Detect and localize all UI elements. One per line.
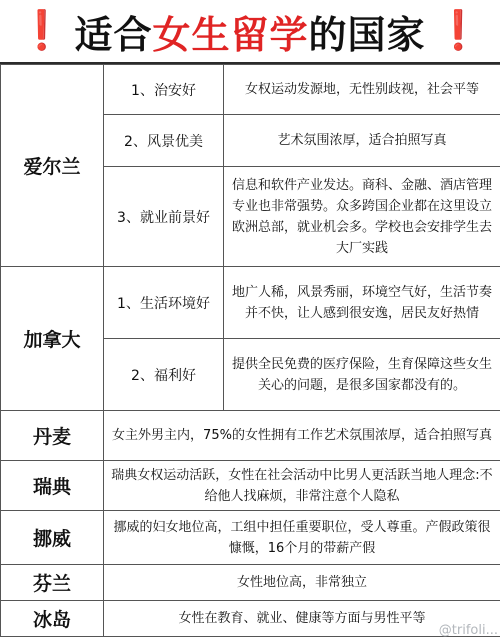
desc-cell: 提供全民免费的医疗保险，生育保障这些女生关心的问题，是很多国家都没有的。: [224, 339, 500, 411]
table-row: [1, 601, 500, 637]
exclamation-icon-right: ❗: [434, 8, 482, 52]
desc-cell: 挪威的妇女地位高，工组中担任重要职位，受人尊重。产假政策很慷慨，16个月的带薪产假: [104, 511, 500, 565]
reason-cell: 1、生活环境好: [104, 267, 224, 339]
country-finland: 芬兰: [1, 565, 104, 601]
reason-cell: 3、就业前景好: [104, 167, 224, 267]
title-bar: [0, 0, 500, 64]
page-title: [74, 4, 425, 59]
reason-cell: 2、风景优美: [104, 115, 224, 167]
country-canada: 加拿大: [1, 267, 104, 411]
country-table: [0, 64, 500, 637]
desc-cell: 地广人稀，风景秀丽，环境空气好，生活节奏并不快，让人感到很安逸，居民友好热情: [224, 267, 500, 339]
watermark: @trifoli...: [438, 623, 498, 638]
reason-cell: 2、福利好: [104, 339, 224, 411]
country-denmark: 丹麦: [1, 411, 104, 461]
country-iceland: 冰岛: [1, 601, 104, 637]
desc-cell: 瑞典女权运动活跃，女性在社会活动中比男人更活跃当地人理念:不给他人找麻烦，非常注意个人隐私: [104, 461, 500, 511]
country-norway: 挪威: [1, 511, 104, 565]
table-row: [1, 411, 500, 461]
table-row: [1, 461, 500, 511]
desc-cell: 女性在教育、就业、健康等方面与男性平等: [104, 601, 500, 637]
exclamation-icon-left: ❗: [18, 8, 66, 52]
desc-cell: 艺术氛围浓厚，适合拍照写真: [224, 115, 500, 167]
desc-cell: 女权运动发源地，无性别歧视，社会平等: [224, 65, 500, 115]
country-sweden: 瑞典: [1, 461, 104, 511]
desc-cell: 信息和软件产业发达。商科、金融、酒店管理专业也非常强势。众多跨国企业都在这里设立欧洲总部，就业机会多。学校也会安排学生去大厂实践: [224, 167, 500, 267]
table-row: [1, 565, 500, 601]
title-part2: 的国家: [308, 12, 426, 57]
reason-cell: 1、治安好: [104, 65, 224, 115]
desc-cell: 女性地位高，非常独立: [104, 565, 500, 601]
country-ireland: 爱尔兰: [1, 65, 104, 267]
table-row: [1, 65, 500, 115]
table-row: [1, 267, 500, 339]
table-row: [1, 511, 500, 565]
title-part1: 适合: [74, 12, 153, 57]
desc-cell: 女主外男主内，75%的女性拥有工作艺术氛围浓厚，适合拍照写真: [104, 411, 500, 461]
title-highlight: 女生留学: [152, 12, 309, 57]
